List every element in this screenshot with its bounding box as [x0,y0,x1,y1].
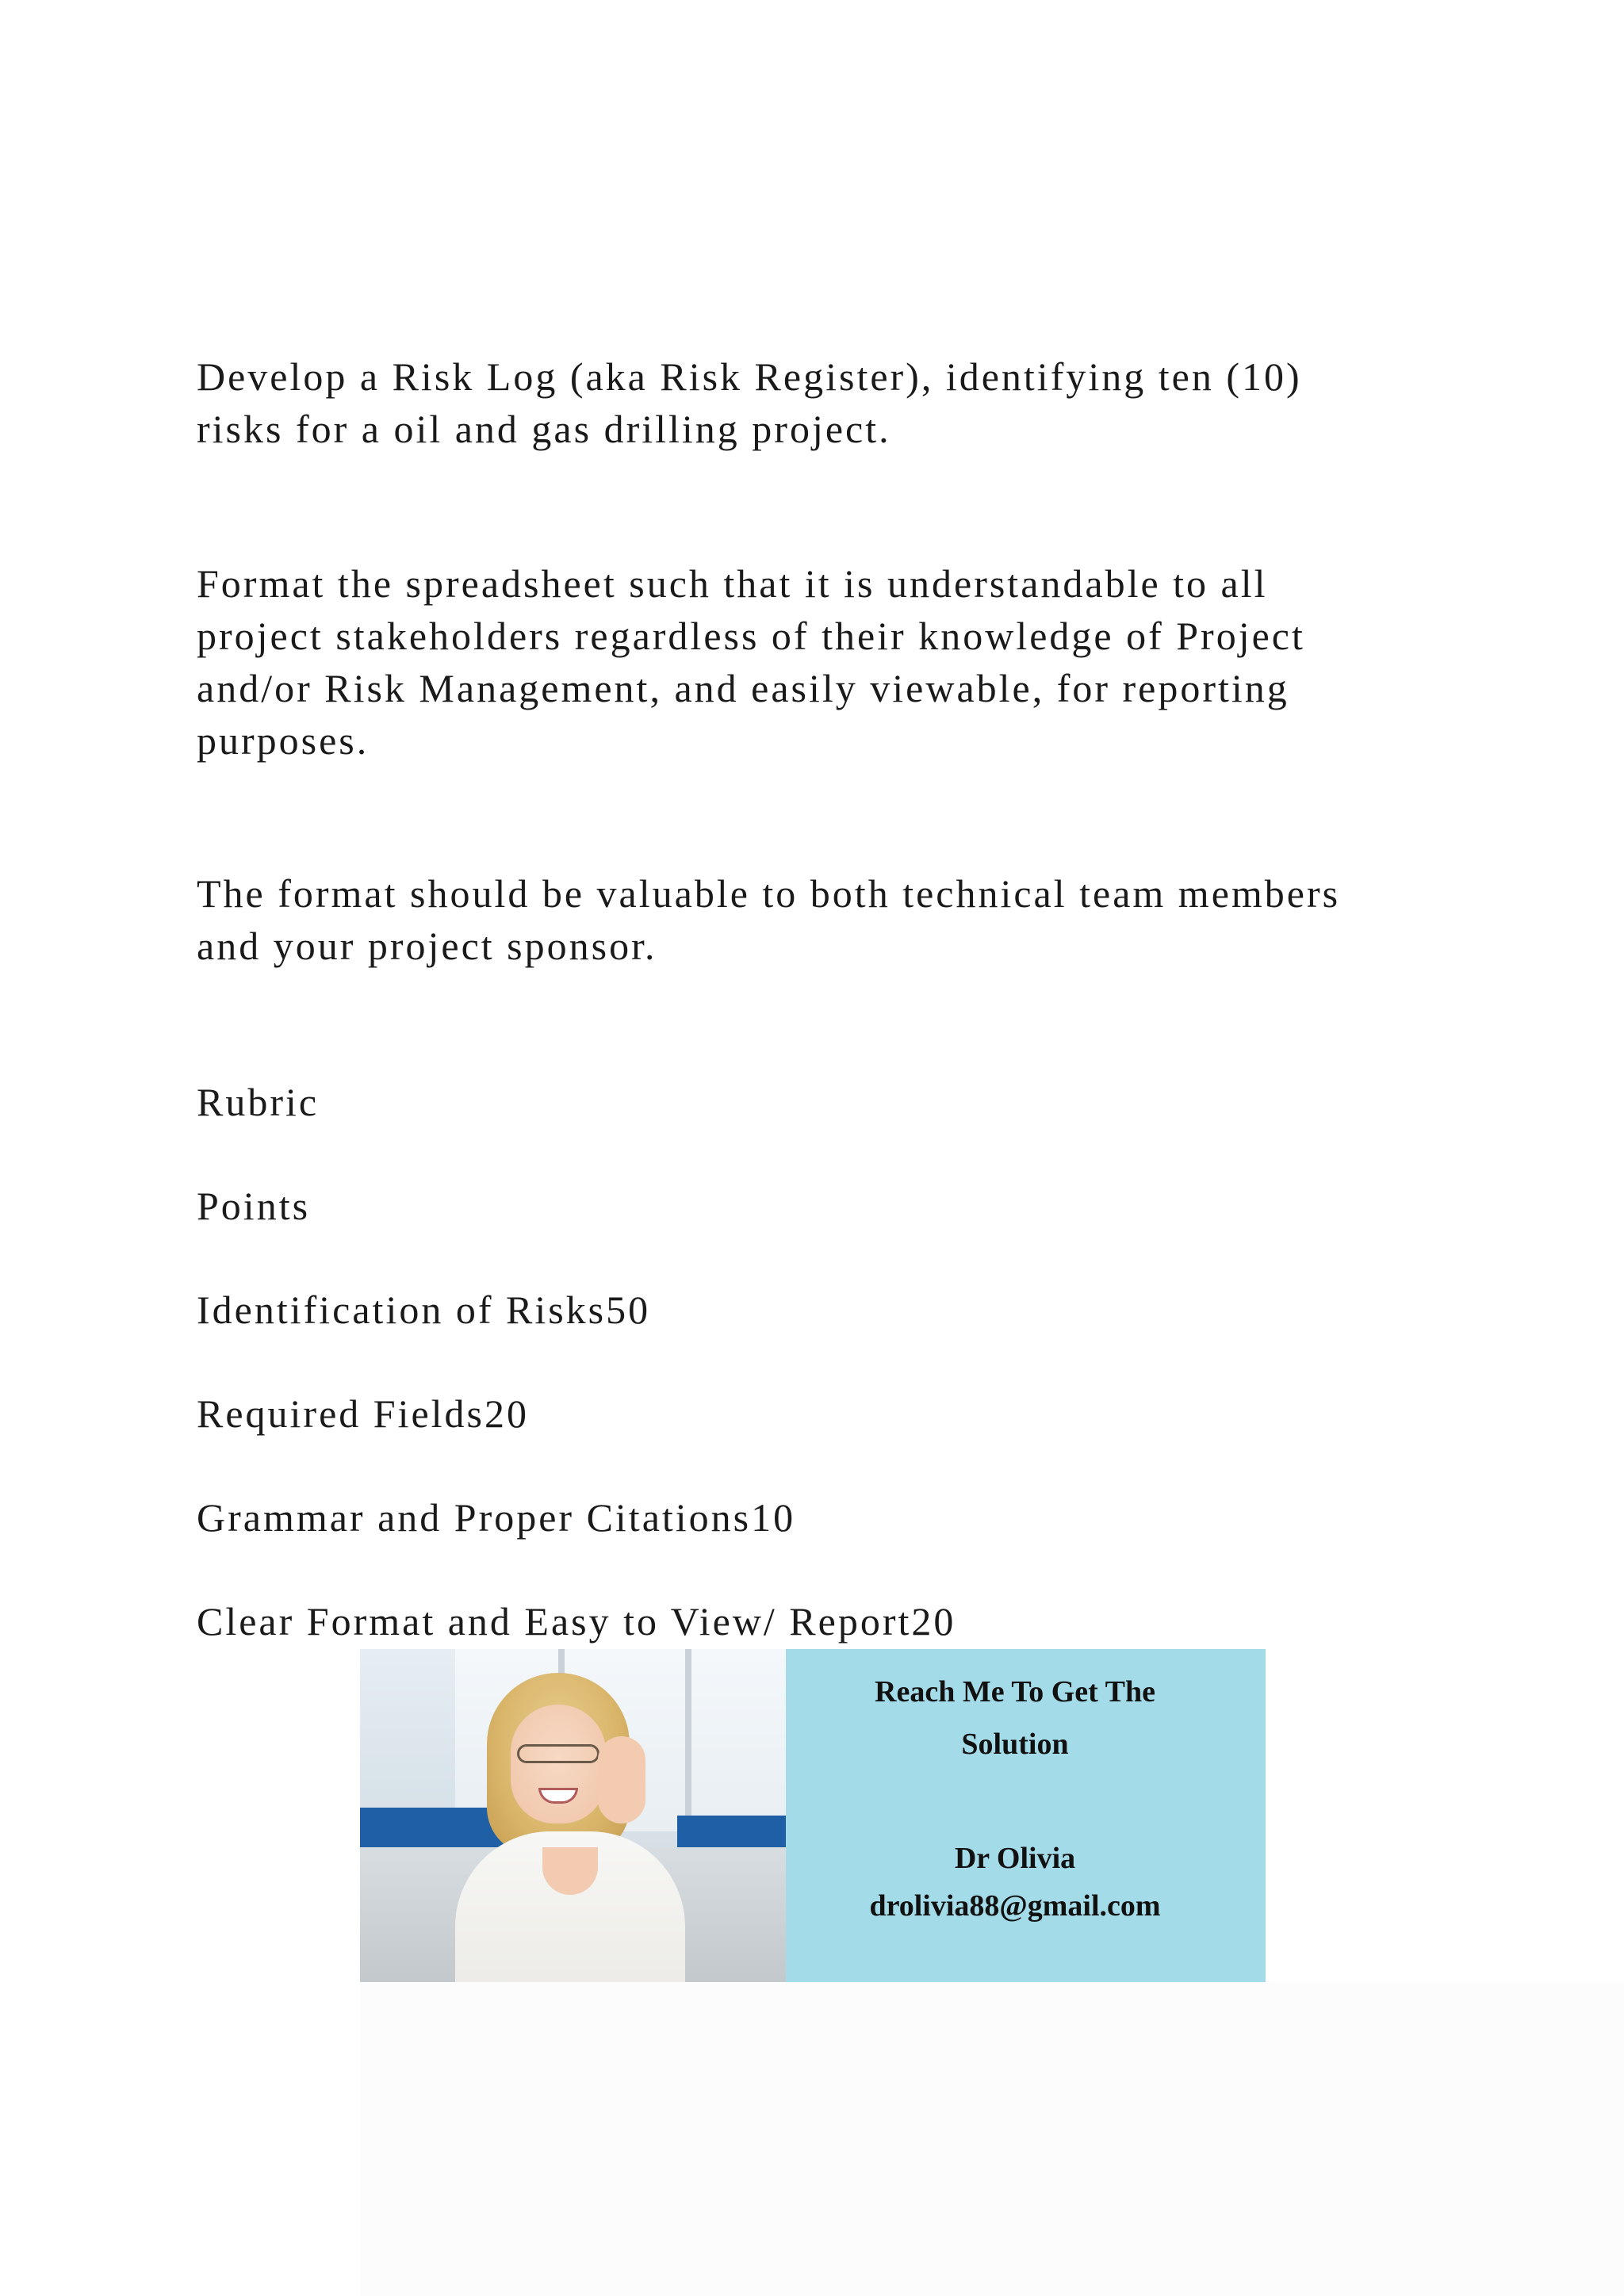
contact-name: Dr Olivia [954,1842,1076,1875]
paragraph-format [197,557,1305,767]
paragraph-line: purposes. [197,718,370,763]
paragraph-audience [197,867,1340,972]
rubric-item: Required Fields20 [197,1391,530,1436]
rubric-item: Identification of Risks50 [197,1288,651,1332]
paragraph-assignment [197,350,1302,455]
blank-region [360,1982,1624,2296]
paragraph-line: risks for a oil and gas drilling project. [197,407,891,451]
rubric-heading: Rubric [197,1080,320,1124]
banner-headline: Reach Me To Get The [875,1675,1155,1709]
contact-email[interactable]: drolivia88@gmail.com [869,1889,1161,1923]
paragraph-line: Develop a Risk Log (aka Risk Register), identifying ten (10) [197,354,1302,399]
rubric-item: Clear Format and Easy to View/ Report20 [197,1599,956,1644]
points-heading: Points [197,1184,311,1228]
banner-photo [360,1649,786,1982]
paragraph-line: Format the spreadsheet such that it is understandable to all [197,561,1268,606]
banner-headline: Solution [961,1728,1069,1761]
contact-banner [360,1649,1266,1982]
paragraph-line: and/or Risk Management, and easily viewable, for reporting [197,666,1289,710]
paragraph-line: project stakeholders regardless of their knowledge of Project [197,614,1305,658]
paragraph-line: The format should be valuable to both technical team members [197,871,1341,916]
rubric-item: Grammar and Proper Citations10 [197,1495,796,1540]
paragraph-line: and your project sponsor. [197,924,657,968]
banner-info-panel [786,1649,1266,1982]
